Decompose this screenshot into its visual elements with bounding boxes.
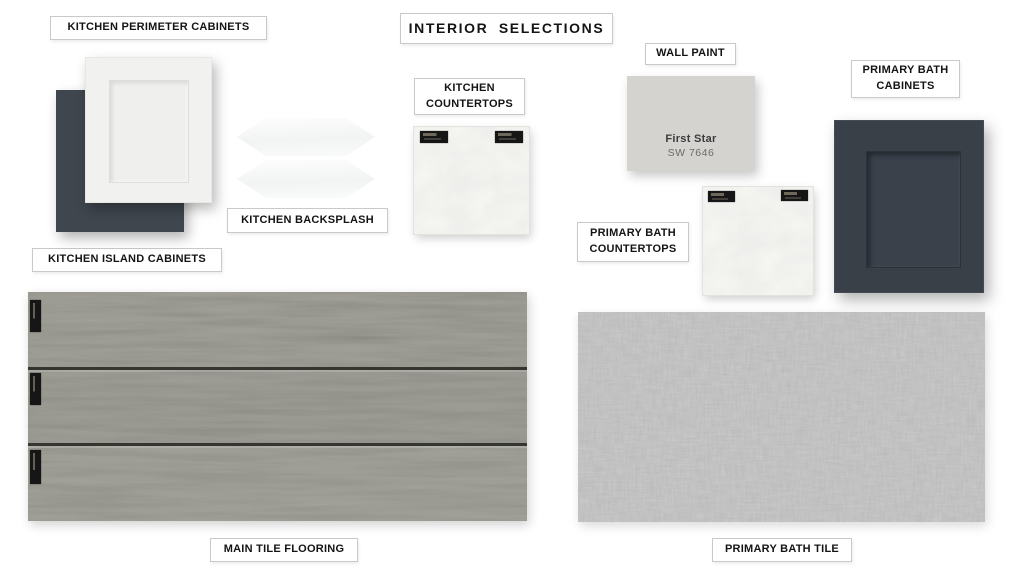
brand-sticker [420, 131, 448, 143]
cabinet-door-recessed-panel [866, 151, 961, 268]
plank-seam [28, 367, 527, 370]
kitchen-perimeter-cabinet-sample [85, 57, 212, 203]
plank-sticker [30, 450, 41, 484]
label-wall-paint: WALL PAINT [645, 43, 736, 65]
paint-color-name: First Star [665, 133, 717, 145]
primary-bath-cabinet-sample [834, 120, 984, 293]
brand-sticker [495, 131, 523, 143]
kitchen-countertop-texture [414, 127, 529, 234]
label-kitchen-perimeter-cabinets: KITCHEN PERIMETER CABINETS [50, 16, 267, 40]
page-title: INTERIOR SELECTIONS [400, 13, 613, 44]
kitchen-backsplash-picket-tile [237, 160, 375, 198]
label-main-tile-flooring: MAIN TILE FLOORING [210, 538, 358, 562]
wall-paint-swatch [627, 76, 755, 171]
flooring-texture [28, 292, 527, 521]
plank-sticker [30, 373, 41, 405]
cabinet-door-recessed-panel [109, 80, 189, 183]
primary-bath-countertop-sample [703, 187, 813, 295]
brand-sticker [708, 191, 735, 202]
label-kitchen-island-cabinets: KITCHEN ISLAND CABINETS [32, 248, 222, 272]
bath-countertop-texture [703, 187, 813, 295]
main-tile-flooring-sample [28, 292, 527, 521]
kitchen-countertop-sample [414, 127, 529, 234]
bath-tile-texture [578, 312, 985, 522]
plank-sticker [30, 300, 41, 332]
brand-sticker [781, 190, 808, 201]
label-primary-bath-tile: PRIMARY BATH TILE [712, 538, 852, 562]
kitchen-backsplash-picket-tile [237, 118, 375, 156]
primary-bath-tile-sample [578, 312, 985, 522]
paint-color-code: SW 7646 [667, 147, 715, 159]
plank-seam [28, 443, 527, 446]
label-kitchen-countertops: KITCHEN COUNTERTOPS [414, 78, 525, 115]
label-primary-bath-countertops: PRIMARY BATH COUNTERTOPS [577, 222, 689, 262]
label-primary-bath-cabinets: PRIMARY BATH CABINETS [851, 60, 960, 98]
label-kitchen-backsplash: KITCHEN BACKSPLASH [227, 208, 388, 233]
